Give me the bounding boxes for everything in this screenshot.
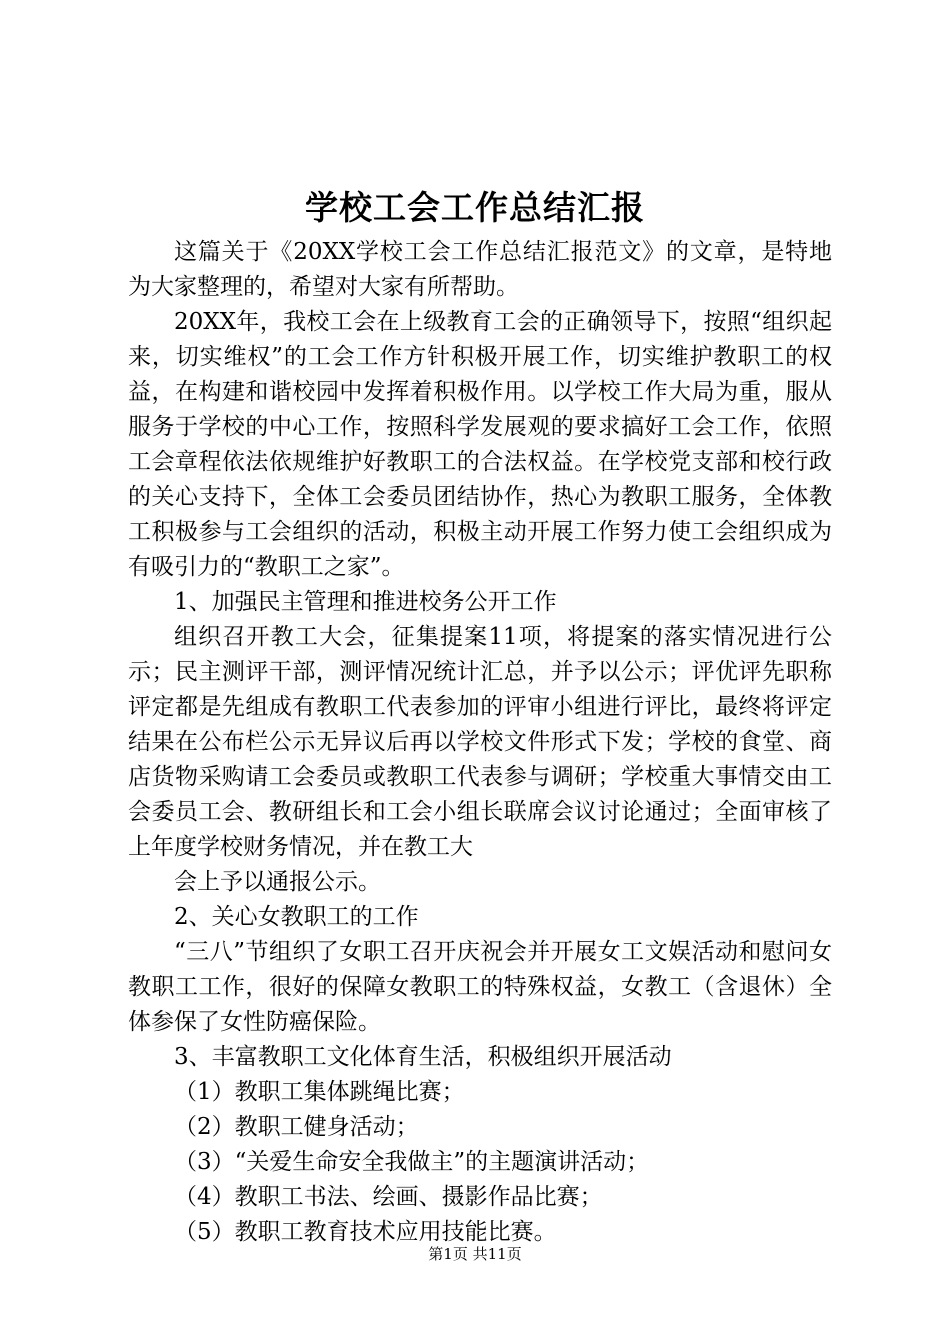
section-heading-2: 2、关心女教职工的工作 (174, 904, 419, 930)
section-heading-3: 3、丰富教职工文化体育生活，积极组织开展活动 (174, 1044, 672, 1070)
section-heading-1: 1、加强民主管理和推进校务公开工作 (174, 589, 557, 615)
activity-item: （1）教职工集体跳绳比赛； (174, 1079, 465, 1105)
activity-item: （5）教职工教育技术应用技能比赛。 (174, 1219, 557, 1245)
section-paragraph-1: 组织召开教工大会，征集提案11项，将提案的落实情况进行公示；民主测评干部，测评情况统计汇总，并予以公示；评优评先职称评定都是先组成有教职工代表参加的评审小组进行评比，最终将评定结果在公布栏公示无异议后再以学校文件形式下发；学校的食堂、商店货物采购请工会委员或教职工代表参与调研；学校重大事情交由工会委员工会、教研组长和工会小组长联席会议讨论通过；全面审核了上年度学校财务情况，并在教工大 (128, 624, 832, 860)
section-paragraph-1-continued: 会上予以通报公示。 (174, 869, 381, 895)
activity-item: （2）教职工健身活动； (174, 1114, 419, 1140)
overview-paragraph: 20XX年，我校工会在上级教育工会的正确领导下，按照“组织起来，切实维权”的工会工作方针积极开展工作，切实维护教职工的权益，在构建和谐校园中发挥着积极作用。以学校工作大局为重，服从服务于学校的中心工作，按照科学发展观的要求搞好工会工作，依照工会章程依法依规维护好教职工的合法权益。在学校党支部和校行政的关心支持下，全体工会委员团结协作，热心为教职工服务，全体教工积极参与工会组织的活动，积极主动开展工作努力使工会组织成为有吸引力的“教职工之家”。 (128, 309, 832, 580)
page-footer: 第1页 共11页 (428, 1245, 522, 1263)
activity-item: （4）教职工书法、绘画、摄影作品比赛； (174, 1184, 603, 1210)
intro-paragraph: 这篇关于《20XX学校工会工作总结汇报范文》的文章，是特地为大家整理的，希望对大家有所帮助。 (128, 239, 832, 300)
activity-item: （3）“关爱生命安全我做主”的主题演讲活动； (174, 1149, 650, 1175)
section-paragraph-2: “三八”节组织了女职工召开庆祝会并开展女工文娱活动和慰问女教职工工作，很好的保障女教职工的特殊权益，女教工（含退休）全体参保了女性防癌保险。 (128, 939, 832, 1035)
document-title: 学校工会工作总结汇报 (305, 188, 645, 227)
document-body (128, 235, 832, 1250)
